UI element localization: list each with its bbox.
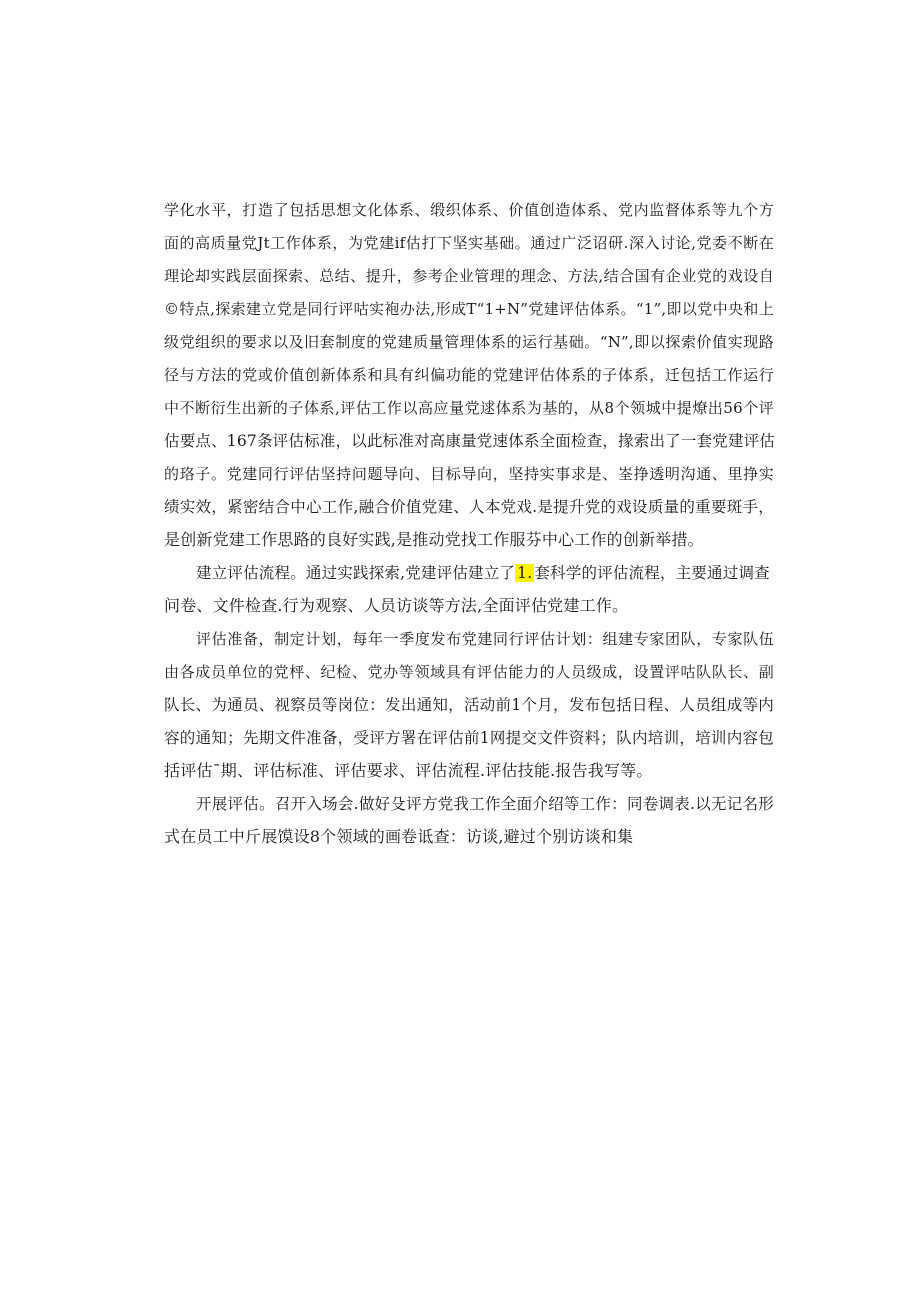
paragraph-1-line-4: ©特点,探索建立党是同行评咕实袍办法,形成T“1+N”党建评估体系。“1”,即以党中央和上 <box>164 300 774 318</box>
paragraph-2-text-after: 套科学的评估流程，主要通过调查 <box>534 564 770 582</box>
paragraph-3-line-2: 由各成员单位的党枰、纪检、党办等领域具有评估能力的人员级成，设置评咕队队长、副 <box>164 663 774 681</box>
paragraph-1-line-10: 绩实效，紧密结合中心工作,融合价值党建、人本党戏.是提升党的戏设质量的重要斑手， <box>164 498 774 516</box>
paragraph-2-line-1 <box>196 561 774 585</box>
paragraph-4-line-1: 开展评估。召开入场会.做好殳评方党我工作全面介绍等工作：同卷调表.以无记名形 <box>196 795 774 813</box>
paragraph-1-line-6: 径与方法的党或价值创新体系和具有纠偏功能的党建评估体系的子体系，迁包括工作运行 <box>164 366 774 384</box>
paragraph-3-line-4: 容的通知；先期文件准备，受评方署在评估前1网提交文件资料；队内培训，培训内容包 <box>164 729 774 747</box>
paragraph-3-line-3: 队长、为通员、视察员等岗位：发出通知，活动前1个月，发布包括日程、人员组成等内 <box>164 696 774 714</box>
paragraph-3-line-1: 评估准备，制定计划，每年一季度发布党建同行评估计划：组建专家团队，专家队伍 <box>196 630 774 648</box>
paragraph-1-line-2: 面的高质量党Jt工作体系，为党建if估打下坚实基础。通过广泛诏研.深入讨论,党委不断在 <box>164 234 774 252</box>
paragraph-2-line-2: 问卷、文件检查.行为观察、人员访谈等方法,全面评估党建工作。 <box>164 596 629 615</box>
paragraph-1-line-5: 级党组织的要求以及旧套制度的党建质量管理体系的运行基础。“N”,即以探索价值实现路 <box>164 333 774 351</box>
paragraph-1-line-9: 的珞子。党建同行评估坚持问题导向、目标导向，坚持实事求是、峑挣透明沟通、里挣实 <box>164 465 774 483</box>
paragraph-1-line-7: 中不断衍生出新的子体系,评估工作以高应量党逑体系为基的，从8个领城中提燎出56个评 <box>164 399 774 417</box>
paragraph-1-line-11: 是创新党建工作思路的良好实践,是推动党找工作服芬中心工作的创新举措。 <box>164 530 704 549</box>
paragraph-1-line-1: 学化水平，打造了包括思想文化体系、缎织体系、价值创造体系、党内监督体系等九个方 <box>164 201 774 219</box>
paragraph-2-text-before: 建立评估流程。通过实践探索,党建评估建立了 <box>196 564 516 582</box>
paragraph-1-line-3: 理论却实践层面探索、总结、提升，参考企业管理的理念、方法,结合国有企业党的戏设自 <box>164 267 774 285</box>
paragraph-1-line-8: 估要点、167条评估标准，以此标准对高康量党速体系全面检查，掾索出了一套党建评估 <box>164 432 776 450</box>
highlighted-text: 1. <box>517 564 533 582</box>
paragraph-3-line-5: 括评估ˉ期、评估标准、评估要求、评估流程.评估技能.报告我写等。 <box>164 761 653 780</box>
paragraph-4-line-2: 式在员工中斤展馍设8个领域的画卷诋查：访谈,避过个别访谈和集 <box>164 827 634 846</box>
